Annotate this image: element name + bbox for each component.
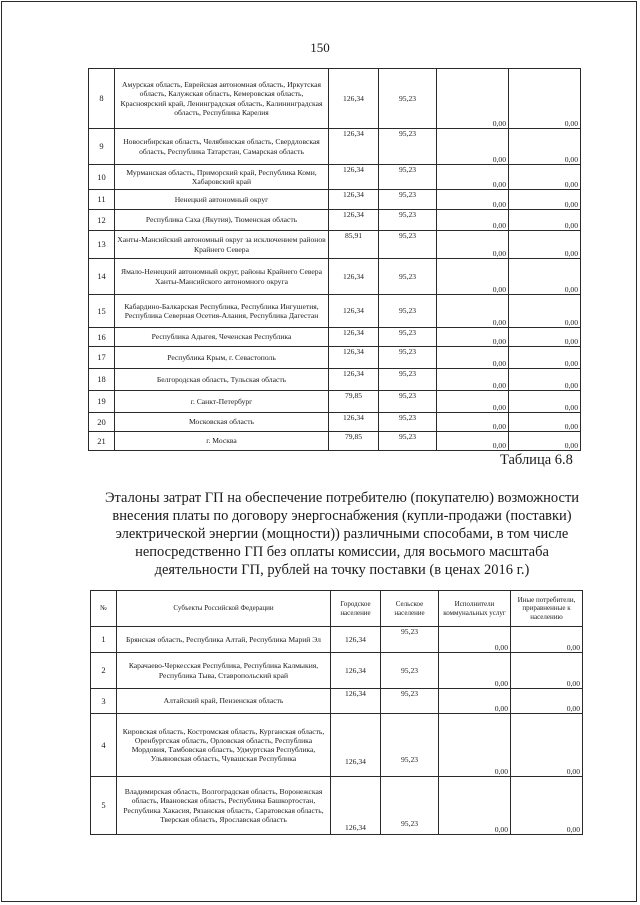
- urban-cell: 126,34: [331, 627, 381, 653]
- header-urban: Городское население: [331, 591, 381, 627]
- table-row: [89, 328, 581, 347]
- equivalent-cell: 0,00: [509, 413, 581, 432]
- equivalent-cell: 0,00: [511, 714, 583, 777]
- equivalent-cell: 0,00: [509, 190, 581, 210]
- table-row: [89, 231, 581, 259]
- region-cell: Владимирская область, Волгоградская область, Воронежская область, Ивановская область, Республика Башкортостан, Республика Хакасия, Рязанская область, Саратовская область, Тверская область, Ярославская область: [117, 777, 331, 835]
- row-number: 3: [91, 689, 117, 714]
- equivalent-cell: 0,00: [511, 777, 583, 835]
- region-cell: Кировская область, Костромская область, Курганская область, Оренбургская область, Орловская область, Республика Мордовия, Тамбовская область, Удмуртская Республика, Ульяновская область, Чувашская Республика: [117, 714, 331, 777]
- urban-cell: 126,34: [329, 129, 379, 165]
- urban-cell: 126,34: [329, 328, 379, 347]
- utilities-cell: 0,00: [439, 653, 511, 689]
- region-cell: Ямало-Ненецкий автономный округ, районы Крайнего Севера Ханты-Мансийского автономного округа: [115, 259, 329, 295]
- region-cell: г. Санкт-Петербург: [115, 391, 329, 413]
- urban-cell: 79,85: [329, 391, 379, 413]
- table-row: [89, 69, 581, 129]
- region-cell: Амурская область, Еврейская автономная область, Иркутская область, Калужская область, Кемеровская область, Красноярский край, Ленинградская область, Калининградская область, Республика Карелия: [115, 69, 329, 129]
- rural-cell: 95,23: [379, 165, 437, 190]
- rural-cell: 95,23: [381, 627, 439, 653]
- equivalent-cell: 0,00: [509, 391, 581, 413]
- header-utilities: Исполнители коммунальных услуг: [439, 591, 511, 627]
- equivalent-cell: 0,00: [509, 328, 581, 347]
- equivalent-cell: 0,00: [509, 231, 581, 259]
- rural-cell: 95,23: [379, 129, 437, 165]
- region-cell: Московская область: [115, 413, 329, 432]
- equivalent-cell: 0,00: [509, 432, 581, 451]
- urban-cell: 126,34: [331, 777, 381, 835]
- utilities-cell: 0,00: [437, 129, 509, 165]
- rural-cell: 95,23: [379, 69, 437, 129]
- urban-cell: 126,34: [329, 210, 379, 231]
- table-header: [91, 591, 583, 627]
- table-body: [91, 627, 583, 835]
- header-equivalent: Иные потребители, приравненные к населению: [511, 591, 583, 627]
- row-number: 5: [91, 777, 117, 835]
- region-cell: Ханты-Мансийский автономный округ за исключением районов Крайнего Севера: [115, 231, 329, 259]
- equivalent-cell: 0,00: [509, 369, 581, 391]
- urban-cell: 126,34: [329, 295, 379, 328]
- rural-cell: 95,23: [379, 347, 437, 369]
- utilities-cell: 0,00: [437, 391, 509, 413]
- row-number: 15: [89, 295, 115, 328]
- equivalent-cell: 0,00: [511, 689, 583, 714]
- row-number: 16: [89, 328, 115, 347]
- utilities-cell: 0,00: [437, 295, 509, 328]
- urban-cell: 126,34: [329, 369, 379, 391]
- region-cell: Ненецкий автономный округ: [115, 190, 329, 210]
- rural-cell: 95,23: [379, 369, 437, 391]
- table-row: [91, 627, 583, 653]
- region-cell: Республика Саха (Якутия), Тюменская область: [115, 210, 329, 231]
- row-number: 20: [89, 413, 115, 432]
- table-title: Эталоны затрат ГП на обеспечение потребителю (покупателю) возможности внесения платы по договору энергоснабжения (купли-продажи (поставки) электрической энергии (мощности)) различными способами, в том числе непосредственно ГП без оплаты комиссии, для восьмого масштаба деятельности ГП, рублей на точку поставки (в ценах 2016 г.): [104, 490, 580, 578]
- table-row: [91, 777, 583, 835]
- utilities-cell: 0,00: [437, 210, 509, 231]
- region-cell: Республика Крым, г. Севастополь: [115, 347, 329, 369]
- table-row: [91, 689, 583, 714]
- utilities-cell: 0,00: [437, 231, 509, 259]
- urban-cell: 126,34: [329, 190, 379, 210]
- urban-cell: 126,34: [331, 714, 381, 777]
- utilities-cell: 0,00: [439, 689, 511, 714]
- rural-cell: 95,23: [381, 777, 439, 835]
- urban-cell: 126,34: [329, 165, 379, 190]
- rural-cell: 95,23: [379, 190, 437, 210]
- table-row: [89, 190, 581, 210]
- region-cell: г. Москва: [115, 432, 329, 451]
- row-number: 13: [89, 231, 115, 259]
- row-number: 11: [89, 190, 115, 210]
- table-label: Таблица 6.8: [500, 452, 573, 468]
- tariff-table: [90, 590, 583, 835]
- region-cell: Белгородская область, Тульская область: [115, 369, 329, 391]
- urban-cell: 79,85: [329, 432, 379, 451]
- utilities-cell: 0,00: [439, 714, 511, 777]
- region-cell: Алтайский край, Пензенская область: [117, 689, 331, 714]
- page-number: 150: [310, 40, 330, 55]
- rural-cell: 95,23: [381, 714, 439, 777]
- utilities-cell: 0,00: [437, 190, 509, 210]
- region-cell: Кабардино-Балкарская Республика, Республика Ингушетия, Республика Северная Осетия-Алания, Республика Дагестан: [115, 295, 329, 328]
- row-number: 12: [89, 210, 115, 231]
- header-rural: Сельское население: [381, 591, 439, 627]
- rural-cell: 95,23: [379, 432, 437, 451]
- rural-cell: 95,23: [379, 295, 437, 328]
- table-row: [89, 295, 581, 328]
- equivalent-cell: 0,00: [511, 653, 583, 689]
- rural-cell: 95,23: [381, 653, 439, 689]
- table-row: [89, 369, 581, 391]
- rural-cell: 95,23: [379, 413, 437, 432]
- utilities-cell: 0,00: [437, 328, 509, 347]
- urban-cell: 85,91: [329, 231, 379, 259]
- row-number: 9: [89, 129, 115, 165]
- equivalent-cell: 0,00: [511, 627, 583, 653]
- row-number: 21: [89, 432, 115, 451]
- urban-cell: 126,34: [331, 689, 381, 714]
- utilities-cell: 0,00: [437, 259, 509, 295]
- utilities-cell: 0,00: [437, 369, 509, 391]
- row-number: 1: [91, 627, 117, 653]
- header-row: [91, 591, 583, 627]
- urban-cell: 126,34: [329, 259, 379, 295]
- urban-cell: 126,34: [331, 653, 381, 689]
- utilities-cell: 0,00: [437, 69, 509, 129]
- utilities-cell: 0,00: [439, 627, 511, 653]
- tariff-table-continued: [88, 68, 581, 451]
- region-cell: Новосибирская область, Челябинская область, Свердловская область, Республика Татарстан, Самарская область: [115, 129, 329, 165]
- row-number: 4: [91, 714, 117, 777]
- table-row: [89, 259, 581, 295]
- table-row: [89, 129, 581, 165]
- rural-cell: 95,23: [381, 689, 439, 714]
- rural-cell: 95,23: [379, 391, 437, 413]
- region-cell: Брянская область, Республика Алтай, Республика Марий Эл: [117, 627, 331, 653]
- table-row: [89, 413, 581, 432]
- utilities-cell: 0,00: [437, 432, 509, 451]
- utilities-cell: 0,00: [439, 777, 511, 835]
- equivalent-cell: 0,00: [509, 69, 581, 129]
- utilities-cell: 0,00: [437, 347, 509, 369]
- table-row: [89, 165, 581, 190]
- table-row: [89, 391, 581, 413]
- table-row: [89, 432, 581, 451]
- rural-cell: 95,23: [379, 231, 437, 259]
- equivalent-cell: 0,00: [509, 259, 581, 295]
- table-row: [89, 347, 581, 369]
- rural-cell: 95,23: [379, 328, 437, 347]
- urban-cell: 126,34: [329, 69, 379, 129]
- row-number: 8: [89, 69, 115, 129]
- row-number: 19: [89, 391, 115, 413]
- utilities-cell: 0,00: [437, 165, 509, 190]
- table-row: [91, 714, 583, 777]
- row-number: 17: [89, 347, 115, 369]
- equivalent-cell: 0,00: [509, 295, 581, 328]
- row-number: 14: [89, 259, 115, 295]
- equivalent-cell: 0,00: [509, 165, 581, 190]
- row-number: 10: [89, 165, 115, 190]
- urban-cell: 126,34: [329, 413, 379, 432]
- table-row: [91, 653, 583, 689]
- rural-cell: 95,23: [379, 259, 437, 295]
- utilities-cell: 0,00: [437, 413, 509, 432]
- table-row: [89, 210, 581, 231]
- equivalent-cell: 0,00: [509, 347, 581, 369]
- header-region: Субъекты Российской Федерации: [117, 591, 331, 627]
- region-cell: Карачаево-Черкесская Республика, Республика Калмыкия, Республика Тыва, Ставропольский край: [117, 653, 331, 689]
- equivalent-cell: 0,00: [509, 210, 581, 231]
- equivalent-cell: 0,00: [509, 129, 581, 165]
- header-num: №: [91, 591, 117, 627]
- urban-cell: 126,34: [329, 347, 379, 369]
- region-cell: Республика Адыгея, Чеченская Республика: [115, 328, 329, 347]
- region-cell: Мурманская область, Приморский край, Республика Коми, Хабаровский край: [115, 165, 329, 190]
- row-number: 2: [91, 653, 117, 689]
- rural-cell: 95,23: [379, 210, 437, 231]
- row-number: 18: [89, 369, 115, 391]
- table-body: [89, 69, 581, 451]
